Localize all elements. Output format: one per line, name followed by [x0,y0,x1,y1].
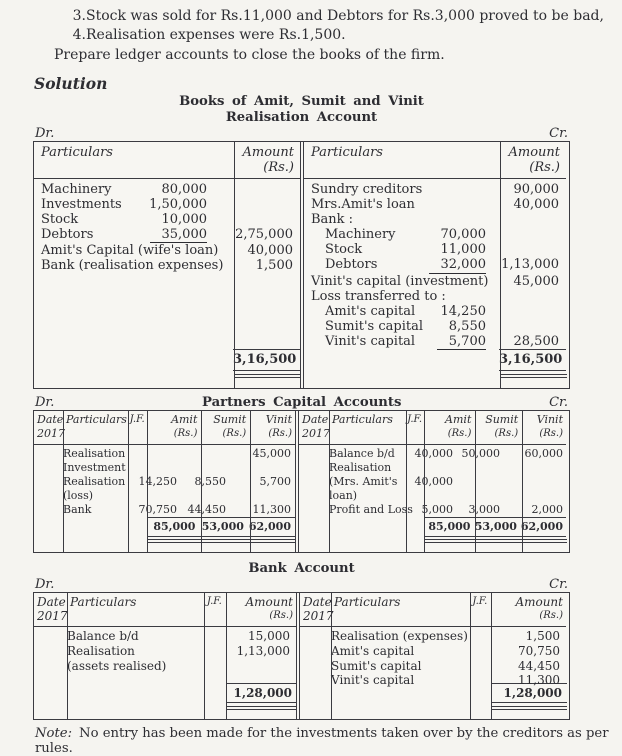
bank-debit-header [34,593,296,627]
ledger-line [300,659,566,674]
column-divider [201,411,202,553]
vinit-word: Vinit [536,412,563,426]
rs-word: (Rs.) [268,427,292,439]
amount-header [490,593,566,626]
table-tail [34,378,300,388]
amit-value: 40,000 [414,446,453,460]
sub-amount: 11,000 [440,242,486,258]
particulars-text: Loss transferred to : [311,288,446,304]
ledger-line [304,289,566,304]
item-text: Stock was sold for Rs.11,000 and Debtors for Rs.3,000 proved to be bad, [86,8,604,24]
amit-value [128,489,182,503]
jf-word: J.F. [407,413,423,425]
column-divider [147,411,148,553]
capital-credit-total-row [424,517,566,537]
particulars-text: Balance b/d [329,446,395,460]
amit-value [128,447,182,461]
ledger-line [34,258,300,273]
cr-label: Cr. [549,577,568,592]
ledger-line [304,319,566,334]
ledger-line [300,644,566,659]
amount-value: 1,13,000 [501,257,559,273]
year-word: 2017 [303,609,334,623]
sub-amount: 70,000 [440,227,486,243]
realisation-debit-total-row [34,349,300,371]
particulars-text: Bank (realisation expenses) [41,258,224,274]
rs-word: (Rs.) [263,160,294,175]
jf-header [406,411,424,444]
amount-header [499,142,566,178]
vinit-value: 60,000 [524,446,563,460]
year-word: 2017 [37,609,68,623]
column-divider [226,593,227,719]
capital-title: Partners Capital Accounts [202,394,402,410]
amount-value: 44,450 [518,658,560,673]
ledger-line [299,503,566,517]
amount-word: Amount [508,145,560,160]
amount-value [499,289,566,304]
book-title: Books of Amit, Sumit and Vinit [179,94,424,109]
sumit-value [457,461,504,475]
realisation-title: Realisation Account [225,110,378,125]
vinit-value: 11,300 [252,502,291,516]
jf-header [469,593,490,626]
amount-header [225,593,296,626]
table-tail [34,710,296,719]
ledger-line [34,503,295,517]
amount-value [499,227,566,242]
capital-debit-header [34,411,295,445]
sumit-header [474,411,521,444]
particulars-text: (assets realised) [67,658,167,673]
amount-value [233,212,300,227]
ledger-line [304,197,566,212]
particulars-text: Realisation [63,474,126,488]
ledger-line [34,212,300,227]
particulars-text: Profit and Loss [329,502,413,516]
intro-text [54,7,622,65]
sub-amount-underlined: 35,000 [150,227,208,243]
amount-value: 70,750 [518,643,560,658]
intro-item-3 [54,7,622,26]
date-header [34,411,63,444]
jf-word: J.F. [472,596,488,607]
realisation-debit-side [34,142,301,388]
particulars-header: Particulars [41,145,113,160]
vinit-value [231,461,295,475]
sumit-value [457,475,504,489]
column-divider [67,593,68,719]
amount-value: 15,000 [248,629,290,643]
rs-word: (Rs.) [269,610,294,621]
column-divider [424,411,425,553]
note-label: Note: [35,725,73,741]
particulars-text: (Mrs. Amit's [329,474,398,488]
sumit-value [182,461,231,475]
vinit-value: 45,000 [252,446,291,460]
date-header [299,411,329,444]
realisation-account-table [33,141,570,389]
sub-amount: 80,000 [161,182,207,197]
total-spacer [34,349,233,371]
ledger-line [34,243,300,258]
amit-value [128,461,182,475]
column-divider [500,142,501,388]
bank-credit-body [300,627,566,688]
amount-value: 11,300 [518,673,560,688]
vinit-total: 62,000 [520,519,563,533]
amount-value: 1,13,000 [236,643,290,658]
item-text: Realisation expenses were Rs.1,500. [86,27,346,43]
rs-word: (Rs.) [494,427,519,439]
amount-value: 1,500 [255,258,293,274]
sumit-header [200,411,249,444]
realisation-credit-header [304,142,566,179]
particulars-text: Sumit's capital [331,658,422,673]
sub-amount: 10,000 [161,212,207,228]
particulars-text: Realisation [63,446,126,460]
table-tail [300,710,566,719]
ledger-line [304,182,566,197]
particulars-text: Investment [63,460,126,474]
ledger-line [299,461,566,475]
ledger-line [304,212,566,227]
particulars-text: Stock [41,212,79,228]
total-spacer [304,349,499,371]
column-divider [234,142,235,388]
ledger-line [34,629,296,644]
ledger-line [304,257,566,273]
ledger-line [34,182,300,197]
item-number: 4. [72,27,86,43]
jf-word: J.F. [206,596,222,607]
rs-word: (Rs.) [539,610,563,621]
vinit-value [231,489,295,503]
particulars-text: Investments [41,197,122,213]
particulars-text: Realisation (expenses) [331,629,468,643]
total-amount: 1,28,000 [233,686,292,700]
sumit-value: 3,000 [468,502,500,516]
capital-debit-body [34,445,295,517]
date-header [300,593,334,626]
column-divider [470,593,471,719]
footnote [35,726,622,756]
sumit-value [457,489,504,503]
capital-title-row [33,395,570,410]
column-divider [491,593,492,719]
particulars-text: Vinit's capital [325,333,416,349]
sub-amount: 8,550 [448,318,486,334]
amit-value [406,489,457,503]
amount-word: Amount [515,595,563,609]
realisation-credit-total-row [304,349,566,371]
particulars-text: Bank [63,502,92,516]
capital-debit-total-row [147,517,295,537]
sumit-value [182,489,231,503]
ledger-line [300,629,566,644]
cr-label: Cr. [549,394,568,410]
amit-value: 70,750 [138,502,177,516]
total-amount: 3,16,500 [233,349,300,371]
amit-value [406,461,457,475]
particulars-text: Machinery [41,182,112,197]
amount-value [499,212,566,227]
amount-value: 45,000 [513,273,559,289]
sumit-value: 8,550 [194,474,226,488]
vinit-value [504,461,566,475]
intro-item-4 [54,26,622,45]
ledger-line [34,197,300,212]
realisation-credit-side [303,142,566,388]
total-amount: 3,16,500 [499,349,566,371]
particulars-text: Mrs.Amit's loan [311,197,415,213]
sumit-value: 44,450 [187,502,226,516]
bank-debit-body [34,627,296,683]
jf-word: J.F. [129,413,145,425]
amount-value: 40,000 [247,243,293,259]
vinit-header [249,411,295,444]
amount-value: 28,500 [513,333,559,349]
rs-word: (Rs.) [539,427,563,439]
vinit-total: 62,000 [248,519,291,533]
sumit-value: 50,000 [461,446,500,460]
amount-value [225,659,296,674]
particulars-text: Amit's capital [325,303,416,319]
ledger-line [299,447,566,461]
amount-value: 90,000 [513,182,559,197]
vinit-value: 5,700 [259,474,291,488]
year-word: 2017 [302,426,330,440]
capital-accounts-table [33,410,570,554]
particulars-text: Machinery [325,227,396,243]
bank-credit-header [300,593,566,627]
date-word: Date [37,595,66,609]
solution-heading: Solution [34,74,108,93]
rs-word: (Rs.) [447,427,472,439]
sub-amount-underlined: 32,000 [429,257,487,273]
amit-value: 40,000 [414,474,453,488]
ledger-line [34,461,295,475]
jf-header [203,593,225,626]
particulars-text: Balance b/d [67,629,139,643]
amit-word: Amit [445,412,472,426]
particulars-header: Particulars [311,145,383,160]
particulars-text: Stock [325,242,363,258]
column-divider [522,411,523,553]
dr-cr-row [33,126,570,141]
particulars-text: (loss) [63,488,94,502]
ledger-line [304,334,566,350]
sumit-total: 53,000 [474,519,517,533]
date-header [34,593,67,626]
column-divider [475,411,476,553]
sub-amount: 14,250 [440,303,486,319]
vinit-value [504,475,566,489]
dr-label: Dr. [35,577,55,592]
amount-value: 1,500 [525,629,560,643]
particulars-word: Particulars [70,595,137,609]
dr-cr-row [33,577,570,592]
dr-label: Dr. [35,394,55,410]
vinit-value: 2,000 [531,502,563,516]
ledger-line [34,227,300,243]
particulars-text: Amit's Capital (wife's loan) [41,243,219,259]
amit-header [147,411,201,444]
item-number: 3. [72,8,86,24]
capital-credit-body [299,445,566,517]
particulars-text: Vinit's capital [331,673,415,688]
amount-value [499,304,566,319]
particulars-text: Realisation [329,460,392,474]
amount-word: Amount [242,145,294,160]
amount-value [499,319,566,334]
amit-total: 85,000 [428,519,471,533]
column-divider [128,411,129,553]
ledger-line [299,475,566,489]
realisation-credit-body [304,179,566,349]
bank-debit-total-row [226,683,297,703]
sumit-word: Sumit [213,412,247,426]
ledger-line [304,274,566,289]
sumit-value [182,447,231,461]
realisation-debit-header [34,142,300,179]
table-tail [34,543,295,552]
particulars-text: Realisation [67,643,135,658]
bank-title: Bank Account [248,561,355,576]
particulars-text: Sundry creditors [311,182,423,197]
bank-credit-side [299,593,566,719]
particulars-text: Debtors [325,257,378,273]
particulars-text: Vinit's capital (investment) [311,273,489,289]
column-divider [250,411,251,553]
bank-account-table [33,592,570,720]
particulars-word: Particulars [66,412,127,426]
amount-value: 40,000 [513,197,559,213]
ledger-line [34,644,296,659]
rs-word: (Rs.) [222,427,247,439]
amit-total: 85,000 [153,519,196,533]
amount-value [233,197,300,212]
ledger-line [299,489,566,503]
capital-debit-side [34,411,296,553]
amit-word: Amit [171,412,198,426]
realisation-debit-body [34,179,300,349]
amount-value [233,182,300,197]
vinit-value [504,489,566,503]
particulars-text: loan) [329,488,358,502]
capital-credit-header [299,411,566,445]
date-word: Date [303,595,332,609]
column-divider [63,411,64,553]
column-divider [406,411,407,553]
prepare-instruction: Prepare ledger accounts to close the books of the firm. [54,47,445,63]
sumit-word: Sumit [485,412,519,426]
column-divider [331,593,332,719]
particulars-header [63,411,128,444]
vinit-word: Vinit [265,412,292,426]
jf-header [128,411,147,444]
particulars-header [67,593,203,626]
particulars-word: Particulars [332,412,393,426]
sub-amount-underlined: 5,700 [437,334,486,350]
table-tail [299,543,566,552]
bank-debit-side [34,593,297,719]
column-divider [204,593,205,719]
note-text: No entry has been made for the investments taken over by the creditors as per rules. [35,725,609,756]
particulars-text: Debtors [41,227,94,243]
year-word: 2017 [37,426,65,440]
column-divider [329,411,330,553]
cr-label: Cr. [549,126,568,141]
ledger-line [34,447,295,461]
rs-word: (Rs.) [529,160,560,175]
rs-word: (Rs.) [173,427,198,439]
particulars-header [329,411,406,444]
ledger-line [304,242,566,257]
sub-amount: 1,50,000 [149,197,207,213]
table-tail [304,378,566,388]
particulars-header [331,593,469,626]
amount-header [233,142,300,178]
sumit-total: 53,000 [201,519,244,533]
dr-label: Dr. [35,126,55,141]
amit-value: 5,000 [421,502,453,516]
capital-credit-side [298,411,566,553]
total-amount: 1,28,000 [503,686,562,700]
ledger-line [34,659,296,674]
date-word: Date [302,412,329,426]
particulars-text: Amit's capital [331,643,415,658]
ledger-line [34,489,295,503]
particulars-text: Sumit's capital [325,318,424,334]
particulars-text: Bank : [311,212,354,228]
date-word: Date [37,412,64,426]
ledger-line [34,475,295,489]
amount-word: Amount [245,595,294,609]
amit-value: 14,250 [138,474,177,488]
amit-header [424,411,475,444]
ledger-line [304,227,566,242]
amount-value: 2,75,000 [235,227,293,243]
vinit-header [521,411,566,444]
ledger-line [304,304,566,319]
amount-value [499,242,566,257]
particulars-word: Particulars [334,595,401,609]
